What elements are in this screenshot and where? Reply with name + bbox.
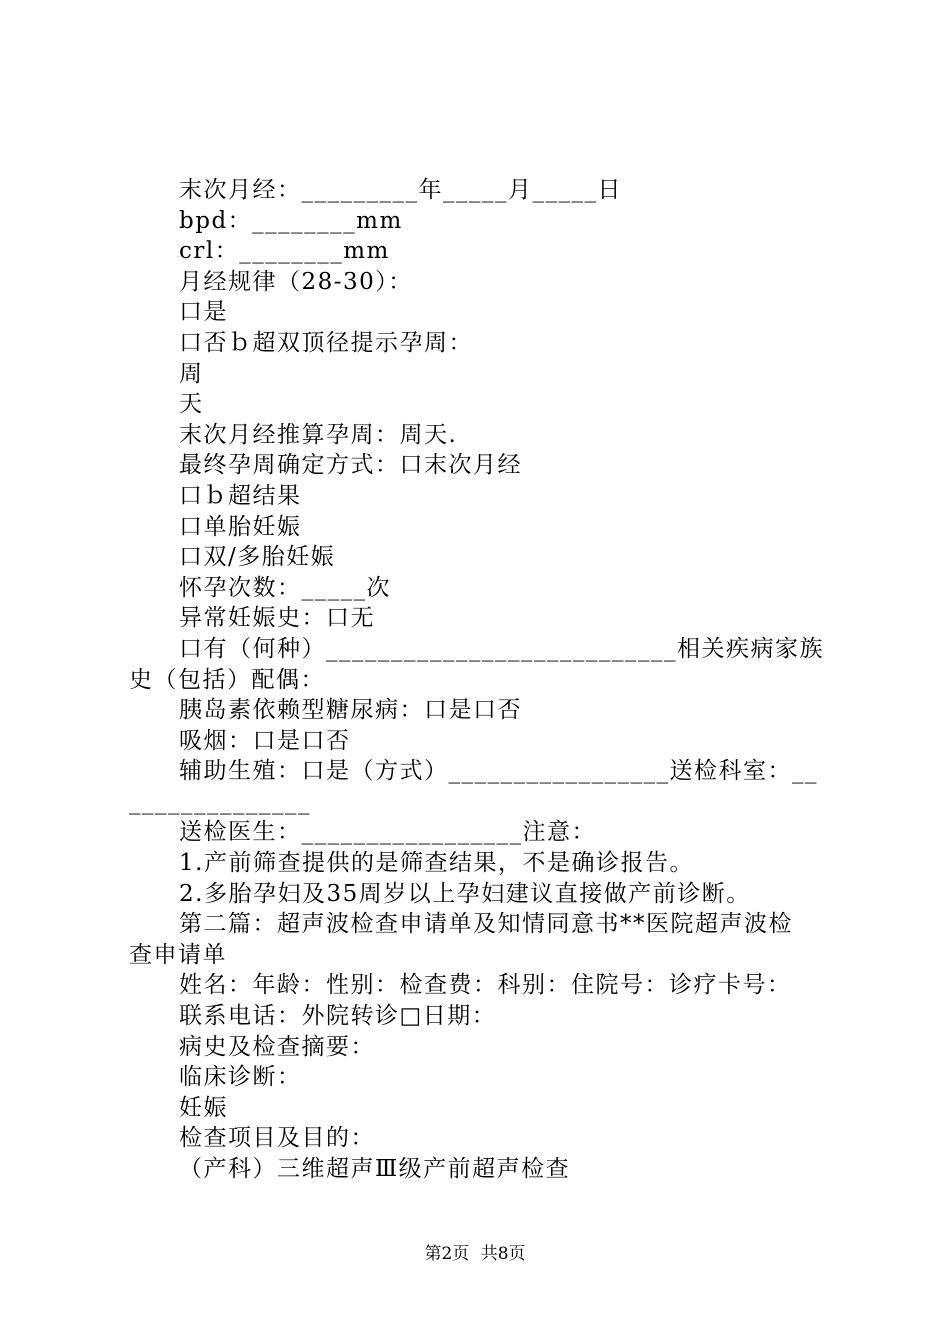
text-line: 怀孕次数：_____次 [179, 574, 391, 601]
page-number: 第2页 [424, 1244, 470, 1264]
section-heading-cont: 查申请单 [129, 941, 227, 968]
text-line: 吸烟：口是口否 [179, 727, 351, 754]
text-line: 史（包括）配偶： [129, 666, 325, 693]
text-line: ______________ [129, 788, 311, 815]
text-line: 病史及检查摘要： [179, 1033, 375, 1060]
text-line: crl：________mm [179, 238, 390, 265]
text-line: 天 [179, 391, 204, 418]
text-line: 辅助生殖：口是（方式）_________________送检科室：__ [179, 758, 818, 785]
text-line: 末次月经推算孕周：周天. [179, 421, 458, 448]
text-line: 送检医生：_________________注意： [179, 819, 596, 846]
text-line: （产科）三维超声Ⅲ级产前超声检查 [179, 1156, 571, 1182]
text-line: 胰岛素依赖型糖尿病：口是口否 [179, 697, 522, 724]
text-line: 周 [179, 360, 204, 387]
text-line: 末次月经：_________年_____月_____日 [179, 177, 622, 203]
text-line: 妊娠 [179, 1094, 228, 1121]
text-line: 临床诊断： [179, 1064, 302, 1091]
text-line: 口是 [179, 299, 228, 326]
text-line: 口有（何种）___________________________相关疾病家族 [179, 635, 824, 662]
text-line: 联系电话：外院转诊□日期： [179, 1003, 497, 1030]
text-line: 口否ｂ超双顶径提示孕周： [179, 329, 473, 356]
text-line: 1.产前筛查提供的是筛查结果，不是确诊报告。 [179, 850, 694, 877]
text-line: 异常妊娠史：口无 [179, 605, 375, 632]
text-line: 检查项目及目的： [179, 1125, 375, 1152]
text-line: 月经规律（28-30）： [179, 268, 413, 295]
text-line: 2.多胎孕妇及35周岁以上孕妇建议直接做产前诊断。 [179, 880, 751, 907]
text-line: bpd：________mm [179, 207, 403, 234]
page-footer [0, 1243, 950, 1265]
text-line: 口单胎妊娠 [179, 513, 302, 540]
page-total: 共8页 [480, 1244, 526, 1264]
section-heading: 第二篇：超声波检查申请单及知情同意书**医院超声波检 [179, 911, 793, 938]
text-line: 姓名：年龄：性别：检查费：科别：住院号：诊疗卡号： [179, 972, 792, 999]
text-line: 口双/多胎妊娠 [179, 544, 336, 571]
text-line: 最终孕周确定方式：口末次月经 [179, 452, 522, 479]
document-body [129, 175, 834, 1185]
text-line: 口ｂ超结果 [179, 482, 302, 509]
